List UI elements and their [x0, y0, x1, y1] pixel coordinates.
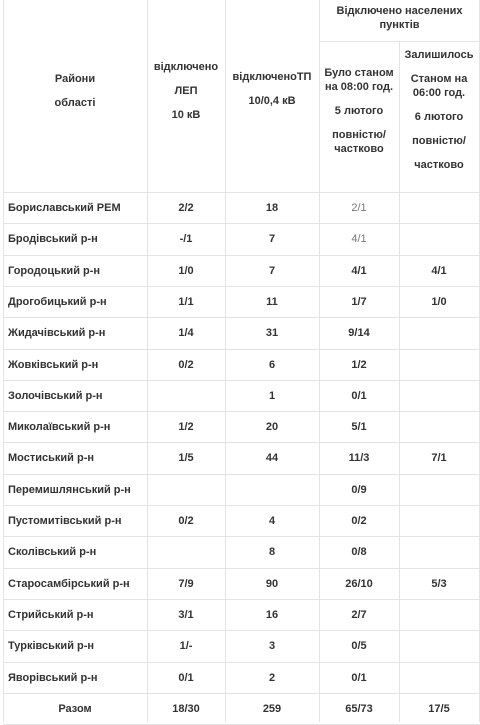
row-tp-cell: 2	[268, 672, 276, 684]
row-lep-cell: -/1	[179, 233, 193, 245]
row-lep-cell: 0/2	[178, 515, 194, 527]
header-was	[319, 66, 399, 156]
row-district-cell: Сколівський р-н	[8, 546, 97, 558]
header-remaining-line: 06:00 год.	[412, 87, 466, 99]
row-district-cell: Стрийський р-н	[8, 609, 94, 621]
row-tp-cell: 6	[268, 359, 276, 371]
row-tp-cell: 16	[265, 609, 279, 621]
row-lep-cell: 1/-	[179, 640, 193, 652]
row-was-cell: 0/8	[351, 546, 367, 558]
row-lep-cell: 0/1	[178, 672, 194, 684]
row-tp-cell: 18	[265, 202, 279, 214]
header-lep	[147, 60, 225, 122]
row-divider	[3, 505, 480, 506]
header-tp-line: відключеноТП	[232, 71, 312, 83]
row-lep-cell: 7/9	[178, 578, 194, 590]
header-remaining-line: частково	[414, 159, 464, 171]
row-lep-cell: 1/4	[178, 327, 194, 339]
row-divider	[3, 630, 480, 631]
row-was-cell: 0/1	[351, 672, 367, 684]
row-remaining-cell: 5/3	[431, 578, 447, 590]
row-was-cell: 0/5	[351, 640, 367, 652]
row-tp-cell: 4	[268, 515, 276, 527]
row-district-cell: Городоцький р-н	[8, 265, 101, 277]
header-district	[3, 72, 147, 110]
row-district-cell: Жидачівський р-н	[8, 327, 106, 339]
header-group-line: пунктів	[379, 19, 420, 31]
row-district-cell: Турківський р-н	[8, 640, 95, 652]
row-district-cell: Миколаївський р-н	[8, 421, 111, 433]
row-was-cell: 2/7	[351, 609, 367, 621]
row-divider	[3, 662, 480, 663]
row-lep-cell: 3/1	[178, 609, 194, 621]
header-remaining	[399, 48, 479, 172]
row-was-cell: 0/2	[351, 515, 367, 527]
row-was-cell: 4/1	[351, 265, 367, 277]
total-remaining-cell: 17/5	[428, 703, 450, 715]
row-divider	[3, 223, 480, 224]
row-lep-cell: 1/0	[178, 265, 194, 277]
header-was-line: 5 лютого	[334, 105, 384, 117]
header-was-line: повністю/	[332, 129, 386, 141]
total-lep-cell: 18/30	[172, 703, 200, 715]
row-divider	[3, 599, 480, 600]
row-lep-cell: 1/5	[178, 452, 194, 464]
total-district-cell: Разом	[58, 703, 92, 715]
header-remaining-line: 6 лютого	[414, 111, 464, 123]
row-remaining-cell: 7/1	[431, 452, 447, 464]
row-divider	[319, 41, 480, 42]
header-was-line: частково	[334, 143, 384, 155]
row-remaining-cell: 4/1	[431, 265, 447, 277]
row-was-cell: 1/7	[351, 296, 367, 308]
row-lep-cell: 0/2	[178, 359, 194, 371]
row-was-cell: 5/1	[351, 421, 367, 433]
row-district-cell: Бориславський РЕМ	[8, 202, 121, 214]
row-was-cell: 1/2	[351, 359, 367, 371]
header-remaining-line: Залишилось	[404, 49, 474, 61]
header-lep-line: відключено	[153, 61, 219, 73]
header-was-line: на 08:00 год.	[324, 81, 394, 93]
row-was-cell: 0/9	[351, 484, 367, 496]
row-tp-cell: 31	[265, 327, 279, 339]
row-divider	[3, 568, 480, 569]
header-lep-line: 10 кВ	[171, 109, 201, 121]
row-divider	[3, 349, 480, 350]
row-district-cell: Старосамбірський р-н	[8, 578, 130, 590]
row-tp-cell: 44	[265, 452, 279, 464]
row-remaining-cell: 1/0	[431, 296, 447, 308]
row-district-cell: Перемишлянський р-н	[8, 484, 131, 496]
district-outage-table	[3, 0, 480, 722]
row-lep-cell: 1/1	[178, 296, 194, 308]
row-district-cell: Пустомитівський р-н	[8, 515, 122, 527]
row-tp-cell: 7	[268, 233, 276, 245]
row-tp-cell: 3	[268, 640, 276, 652]
row-district-cell: Яворівський р-н	[8, 672, 98, 684]
row-tp-cell: 8	[268, 546, 276, 558]
row-was-cell: 26/10	[345, 578, 373, 590]
row-divider	[3, 442, 480, 443]
header-tp	[225, 70, 319, 108]
row-was-cell: 11/3	[348, 452, 370, 464]
row-divider	[3, 380, 480, 381]
total-was-cell: 65/73	[345, 703, 373, 715]
row-tp-cell: 7	[268, 265, 276, 277]
row-divider	[3, 474, 480, 475]
row-divider	[3, 255, 480, 256]
header-district-line: Райони	[54, 73, 96, 85]
row-district-cell: Золочівський р-н	[8, 390, 103, 402]
row-lep-cell: 2/2	[178, 202, 194, 214]
row-tp-cell: 90	[265, 578, 279, 590]
row-divider	[3, 317, 480, 318]
row-was-cell: 2/1	[351, 202, 367, 214]
row-divider	[3, 192, 480, 193]
row-district-cell: Мостиський р-н	[8, 452, 94, 464]
row-tp-cell: 11	[266, 296, 278, 308]
header-tp-line: 10/0,4 кВ	[248, 95, 296, 107]
header-district-line: області	[54, 97, 96, 109]
row-divider	[3, 286, 480, 287]
header-remaining-line: повністю/	[412, 135, 466, 147]
header-was-line: Було станом	[324, 67, 394, 79]
row-tp-cell: 1	[268, 390, 276, 402]
row-district-cell: Бродівський р-н	[8, 233, 98, 245]
row-divider	[3, 693, 480, 694]
header-group-line: Відключено населених	[336, 5, 463, 17]
row-lep-cell: 1/2	[178, 421, 194, 433]
row-district-cell: Жовківський р-н	[8, 359, 99, 371]
row-divider	[3, 411, 480, 412]
row-tp-cell: 20	[265, 421, 279, 433]
total-tp-cell: 259	[262, 703, 282, 715]
row-was-cell: 4/1	[351, 233, 367, 245]
header-lep-line: ЛЕП	[174, 85, 198, 97]
row-divider	[3, 536, 480, 537]
row-was-cell: 9/14	[348, 327, 370, 339]
row-was-cell: 0/1	[351, 390, 367, 402]
header-remaining-line: Станом на	[410, 73, 468, 85]
row-district-cell: Дрогобицький р-н	[8, 296, 107, 308]
header-settlements-group	[319, 4, 480, 32]
